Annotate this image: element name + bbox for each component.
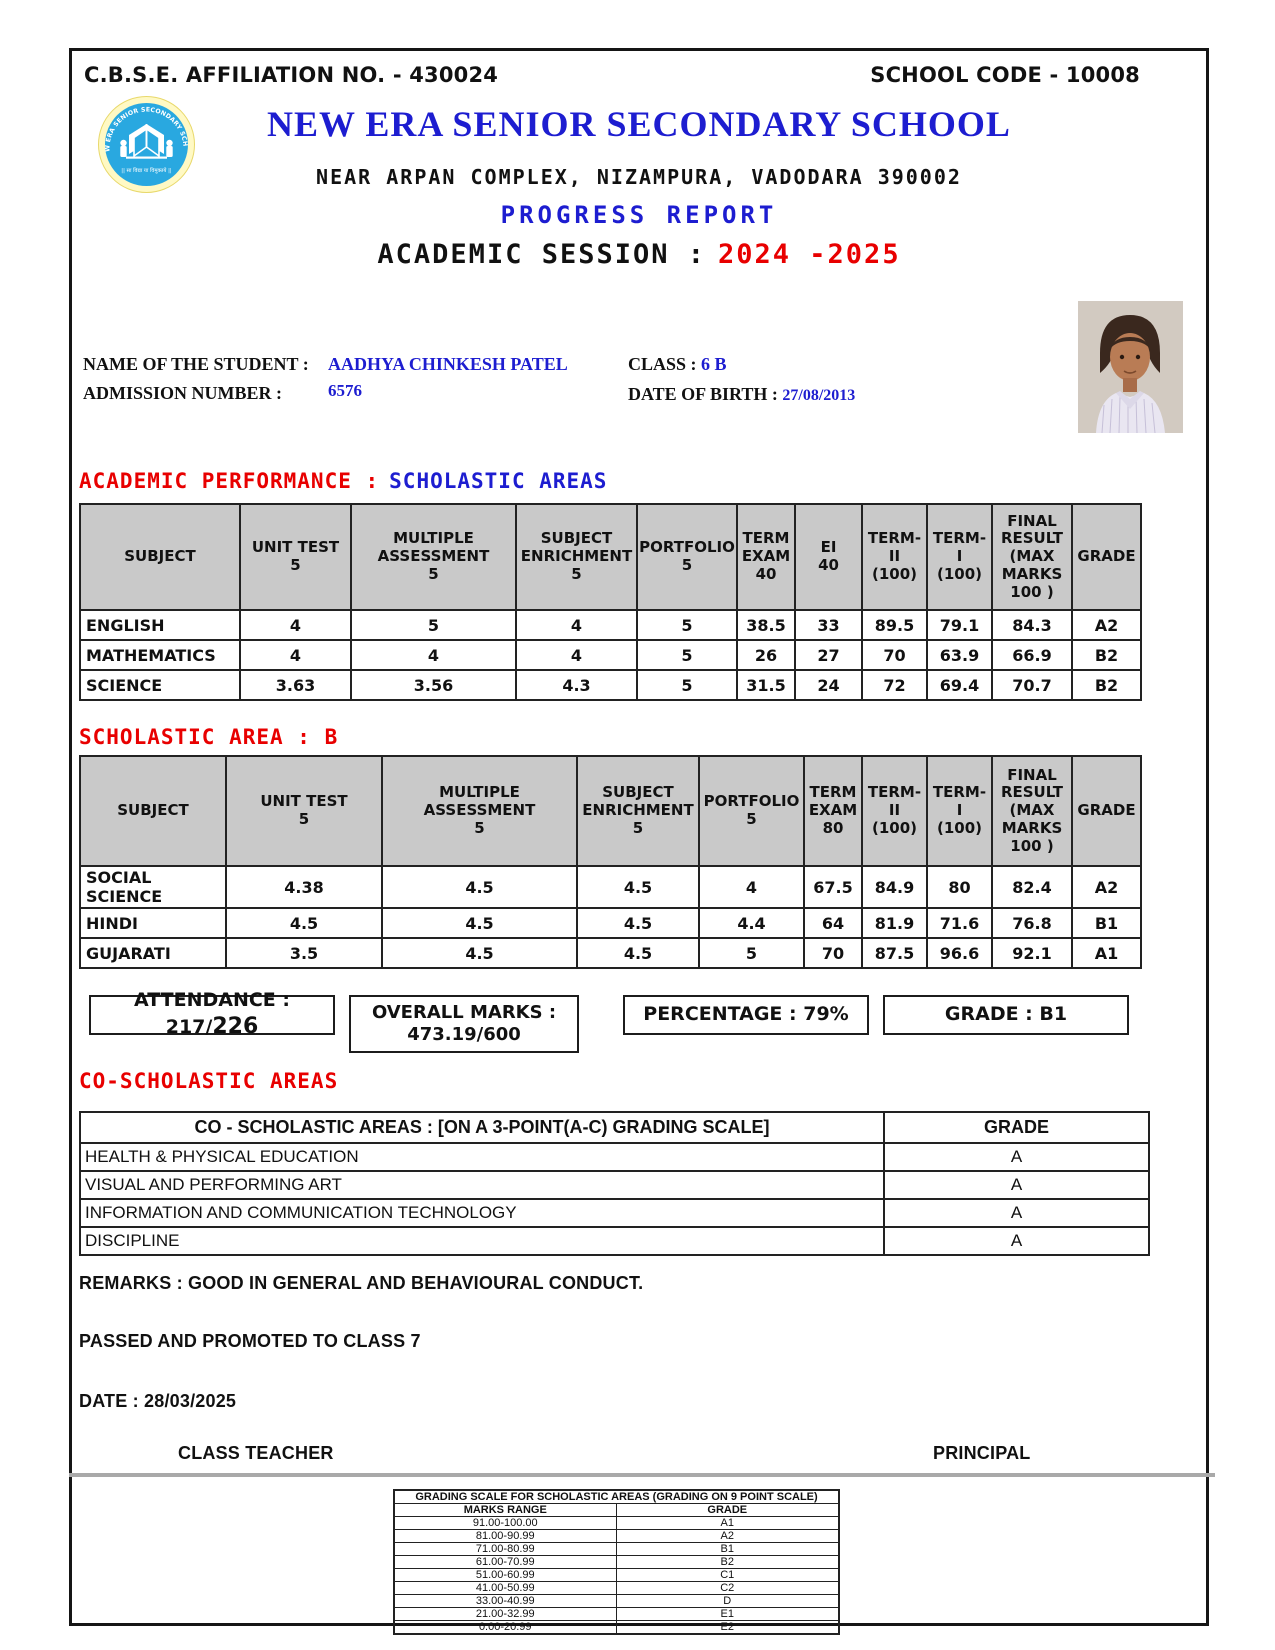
- table-cell: 87.5: [862, 938, 927, 968]
- table-row: [80, 1143, 1149, 1171]
- table-cell: 5: [637, 640, 737, 670]
- column-header: FINAL RESULT (MAX MARKS 100 ): [992, 504, 1072, 610]
- table-row: [394, 1621, 839, 1635]
- admission-number-value: 6576: [328, 381, 362, 400]
- table-row: [80, 1171, 1149, 1199]
- table-cell: 5: [637, 670, 737, 700]
- class-teacher-label: CLASS TEACHER: [178, 1443, 334, 1463]
- column-header: SUBJECT ENRICHMENT 5: [516, 504, 637, 610]
- attendance-box: [89, 989, 335, 1040]
- table-cell: 33.00-40.99: [394, 1595, 616, 1608]
- table-cell: 3.56: [351, 670, 516, 700]
- column-header: PORTFOLIO 5: [699, 756, 804, 866]
- overall-marks-label: OVERALL MARKS :: [371, 1001, 557, 1023]
- table-cell: 33: [795, 610, 862, 640]
- attendance-value: 226: [212, 1014, 259, 1040]
- column-header: PORTFOLIO 5: [637, 504, 737, 610]
- column-header: SUBJECT: [80, 504, 240, 610]
- student-name-row: [83, 354, 309, 375]
- class-label: CLASS :: [628, 354, 697, 374]
- table-cell: 4.5: [226, 908, 382, 938]
- column-header: MULTIPLE ASSESSMENT 5: [351, 504, 516, 610]
- table-cell: 67.5: [804, 866, 862, 908]
- table-cell: C2: [616, 1582, 839, 1595]
- table-row: [80, 866, 1141, 908]
- table-cell: 71.6: [927, 908, 992, 938]
- table-cell: 51.00-60.99: [394, 1569, 616, 1582]
- header-affiliation: C.B.S.E. AFFILIATION NO. - 430024: [84, 63, 499, 87]
- table-cell: A: [884, 1171, 1149, 1199]
- table-cell: 5: [699, 938, 804, 968]
- class-row: [628, 354, 727, 375]
- table-header-row: [80, 504, 1141, 610]
- table-cell: 31.5: [737, 670, 795, 700]
- table-cell: 70: [862, 640, 927, 670]
- date-text: DATE : 28/03/2025: [79, 1391, 237, 1411]
- student-photo: [1078, 301, 1183, 433]
- scholastic-b-heading: SCHOLASTIC AREA : B: [79, 725, 339, 749]
- table-cell: B1: [1072, 908, 1141, 938]
- admission-number-label: ADMISSION NUMBER :: [83, 383, 283, 403]
- remarks-text: REMARKS : GOOD IN GENERAL AND BEHAVIOURAL CONDUCT.: [79, 1273, 644, 1293]
- table-cell: 41.00-50.99: [394, 1582, 616, 1595]
- table-cell: C1: [616, 1569, 839, 1582]
- table-cell: 3.63: [240, 670, 351, 700]
- table-row: [80, 938, 1141, 968]
- page-border-frame: [69, 48, 1209, 1633]
- table-row: [80, 670, 1141, 700]
- table-cell: GUJARATI: [80, 938, 226, 968]
- table-cell: 70.7: [992, 670, 1072, 700]
- academic-session-value: 2024 -2025: [718, 239, 901, 270]
- table-cell: 76.8: [992, 908, 1072, 938]
- table-cell: 38.5: [737, 610, 795, 640]
- table-cell: B2: [1072, 640, 1141, 670]
- table-cell: B1: [616, 1543, 839, 1556]
- table-cell: A: [884, 1199, 1149, 1227]
- table-cell: A1: [1072, 938, 1141, 968]
- table-cell: 91.00-100.00: [394, 1517, 616, 1530]
- table-cell: 4.3: [516, 670, 637, 700]
- table-cell: DISCIPLINE: [80, 1227, 884, 1255]
- grade-box: GRADE : B1: [883, 995, 1129, 1035]
- table-cell: 5: [351, 610, 516, 640]
- scholastic-a-table: [79, 503, 1142, 701]
- student-name-label: NAME OF THE STUDENT :: [83, 354, 309, 374]
- table-cell: B2: [616, 1556, 839, 1569]
- table-row: [80, 610, 1141, 640]
- dob-row: [628, 384, 855, 405]
- table-cell: 84.3: [992, 610, 1072, 640]
- footer-divider: [69, 1473, 1215, 1477]
- table-cell: 72: [862, 670, 927, 700]
- table-row: [394, 1608, 839, 1621]
- header-topline: [84, 63, 1140, 87]
- table-cell: HINDI: [80, 908, 226, 938]
- column-header: SUBJECT ENRICHMENT 5: [577, 756, 699, 866]
- table-cell: 4: [240, 640, 351, 670]
- column-header: TERM- I (100): [927, 756, 992, 866]
- table-row: [80, 1199, 1149, 1227]
- table-row: [394, 1543, 839, 1556]
- table-cell: MATHEMATICS: [80, 640, 240, 670]
- table-cell: 5: [637, 610, 737, 640]
- co-scholastic-heading: CO-SCHOLASTIC AREAS: [79, 1069, 339, 1093]
- table-cell: 69.4: [927, 670, 992, 700]
- table-cell: 4.38: [226, 866, 382, 908]
- table-cell: 82.4: [992, 866, 1072, 908]
- table-row: [394, 1530, 839, 1543]
- dob-label: DATE OF BIRTH :: [628, 384, 778, 404]
- column-header: FINAL RESULT (MAX MARKS 100 ): [992, 756, 1072, 866]
- table-cell: 80: [927, 866, 992, 908]
- table-cell: 61.00-70.99: [394, 1556, 616, 1569]
- table-row: [394, 1595, 839, 1608]
- scholastic-b-table: [79, 755, 1142, 969]
- column-header: EI 40: [795, 504, 862, 610]
- table-cell: 4.5: [577, 938, 699, 968]
- column-header: UNIT TEST 5: [226, 756, 382, 866]
- table-cell: 4.4: [699, 908, 804, 938]
- table-cell: SOCIAL SCIENCE: [80, 866, 226, 908]
- table-cell: A: [884, 1227, 1149, 1255]
- grading-scale-title: GRADING SCALE FOR SCHOLASTIC AREAS (GRADING ON 9 POINT SCALE): [394, 1490, 839, 1504]
- scholastic-a-heading: ACADEMIC PERFORMANCE : SCHOLASTIC AREAS: [79, 469, 608, 493]
- school-address: NEAR ARPAN COMPLEX, NIZAMPURA, VADODARA 390002: [316, 165, 962, 189]
- table-cell: 89.5: [862, 610, 927, 640]
- table-header-row: [394, 1504, 839, 1517]
- student-name-value: AADHYA CHINKESH PATEL: [328, 354, 568, 374]
- logo-motto: || सा विद्या या विमुक्तये ||: [121, 168, 172, 174]
- table-row: [394, 1556, 839, 1569]
- table-cell: 4: [699, 866, 804, 908]
- column-header: GRADE: [616, 1504, 839, 1517]
- table-cell: 4.5: [382, 866, 577, 908]
- table-cell: 84.9: [862, 866, 927, 908]
- table-cell: 81.9: [862, 908, 927, 938]
- table-cell: A1: [616, 1517, 839, 1530]
- table-cell: A2: [616, 1530, 839, 1543]
- table-cell: A2: [1072, 866, 1141, 908]
- logo-arc-text: W ERA SENIOR SECONDARY SCH: [104, 106, 189, 152]
- grading-scale-title-row: [394, 1490, 839, 1504]
- table-cell: 4.5: [382, 938, 577, 968]
- table-row: [80, 640, 1141, 670]
- table-row: [80, 908, 1141, 938]
- table-cell: D: [616, 1595, 839, 1608]
- column-header: GRADE: [1072, 504, 1141, 610]
- table-cell: E1: [616, 1608, 839, 1621]
- column-header: TERM EXAM 80: [804, 756, 862, 866]
- table-cell: 4.5: [577, 908, 699, 938]
- school-name: NEW ERA SENIOR SECONDARY SCHOOL: [267, 104, 1011, 144]
- principal-label: PRINCIPAL: [933, 1443, 1031, 1463]
- table-header-row: [80, 1112, 1149, 1143]
- dob-value: 27/08/2013: [782, 387, 856, 404]
- table-cell: A: [884, 1143, 1149, 1171]
- column-header: TERM EXAM 40: [737, 504, 795, 610]
- table-cell: 4.5: [577, 866, 699, 908]
- table-row: [394, 1517, 839, 1530]
- table-cell: 26: [737, 640, 795, 670]
- academic-session-line: [72, 239, 1206, 270]
- column-header: TERM- II (100): [862, 756, 927, 866]
- column-header: GRADE: [884, 1112, 1149, 1143]
- table-cell: 79.1: [927, 610, 992, 640]
- table-cell: 4: [516, 640, 637, 670]
- table-cell: ENGLISH: [80, 610, 240, 640]
- table-cell: 71.00-80.99: [394, 1543, 616, 1556]
- report-title: PROGRESS REPORT: [500, 201, 778, 229]
- table-cell: 63.9: [927, 640, 992, 670]
- header-school-code: SCHOOL CODE - 10008: [870, 63, 1140, 87]
- table-cell: HEALTH & PHYSICAL EDUCATION: [80, 1143, 884, 1171]
- table-cell: 70: [804, 938, 862, 968]
- table-row: [394, 1569, 839, 1582]
- co-scholastic-table: [79, 1111, 1150, 1256]
- table-cell: 3.5: [226, 938, 382, 968]
- promotion-text: PASSED AND PROMOTED TO CLASS 7: [79, 1331, 421, 1351]
- table-cell: 21.00-32.99: [394, 1608, 616, 1621]
- table-header-row: [80, 756, 1141, 866]
- overall-marks-box: [349, 995, 579, 1053]
- table-cell: INFORMATION AND COMMUNICATION TECHNOLOGY: [80, 1199, 884, 1227]
- table-cell: 96.6: [927, 938, 992, 968]
- column-header: MARKS RANGE: [394, 1504, 616, 1517]
- table-cell: E2: [616, 1621, 839, 1635]
- column-header: TERM- II (100): [862, 504, 927, 610]
- column-header: UNIT TEST 5: [240, 504, 351, 610]
- column-header: SUBJECT: [80, 756, 226, 866]
- column-header: GRADE: [1072, 756, 1141, 866]
- column-header: CO - SCHOLASTIC AREAS : [ON A 3-POINT(A-C) GRADING SCALE]: [80, 1112, 884, 1143]
- table-cell: 0.00-20.99: [394, 1621, 616, 1635]
- academic-session-label: ACADEMIC SESSION :: [377, 239, 707, 270]
- table-cell: SCIENCE: [80, 670, 240, 700]
- class-value: 6 B: [701, 354, 727, 374]
- table-cell: B2: [1072, 670, 1141, 700]
- column-header: TERM- I (100): [927, 504, 992, 610]
- table-cell: 4: [351, 640, 516, 670]
- table-cell: 81.00-90.99: [394, 1530, 616, 1543]
- table-cell: 64: [804, 908, 862, 938]
- column-header: MULTIPLE ASSESSMENT 5: [382, 756, 577, 866]
- table-cell: 66.9: [992, 640, 1072, 670]
- table-cell: VISUAL AND PERFORMING ART: [80, 1171, 884, 1199]
- grading-scale-table: [393, 1489, 840, 1635]
- attendance-label: ATTENDANCE : 217/: [134, 989, 290, 1039]
- table-row: [394, 1582, 839, 1595]
- table-cell: 92.1: [992, 938, 1072, 968]
- table-row: [80, 1227, 1149, 1255]
- overall-marks-value: 473.19/600: [407, 1024, 521, 1045]
- table-cell: 4: [240, 610, 351, 640]
- percentage-box: PERCENTAGE : 79%: [623, 995, 869, 1035]
- table-cell: A2: [1072, 610, 1141, 640]
- table-cell: 27: [795, 640, 862, 670]
- table-cell: 24: [795, 670, 862, 700]
- table-cell: 4.5: [382, 908, 577, 938]
- table-cell: 4: [516, 610, 637, 640]
